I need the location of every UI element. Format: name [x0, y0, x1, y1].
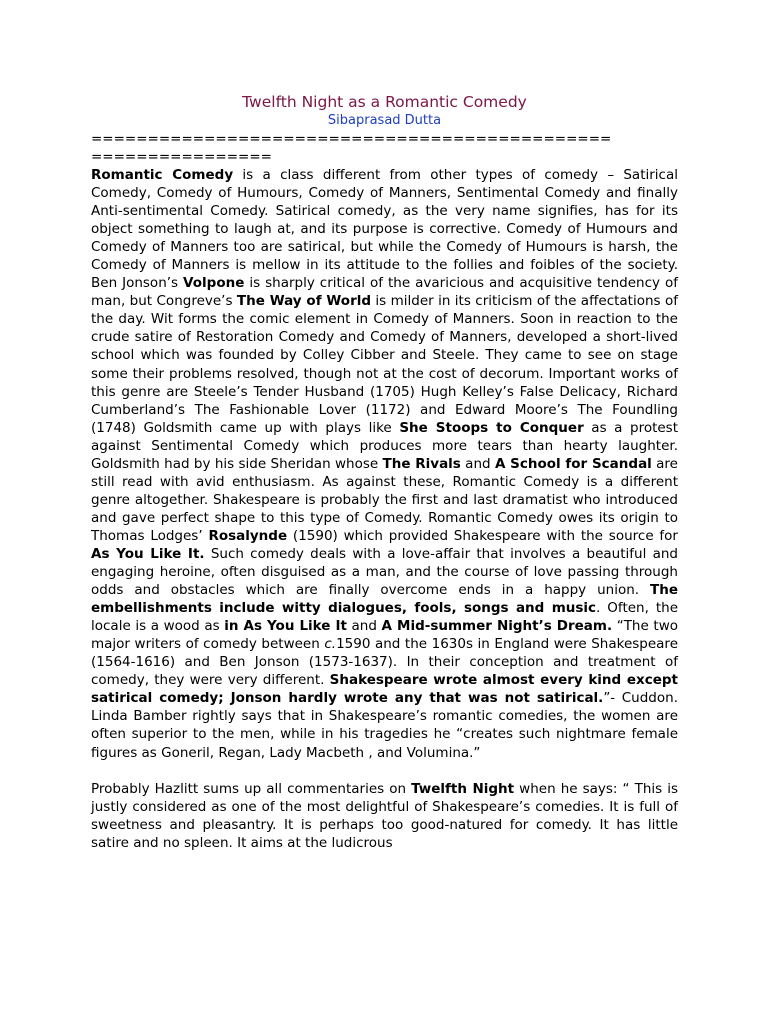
text-run: Such comedy deals with a love-affair that involves a beautiful and engaging heroine, often disguised as a man, and the course of love passing through odds and obstacles which are finally overcome ends in a happy union. [91, 545, 678, 599]
bold-text-run: A Mid-summer Night’s Dream. [381, 618, 613, 635]
text-run: and [460, 455, 495, 472]
body-paragraph [91, 780, 678, 852]
bold-text-run: A School for Scandal [494, 455, 652, 472]
separator-rule: ================ [91, 149, 272, 165]
text-run: Probably Hazlitt sums up all commentaries on [91, 780, 412, 797]
text-run: ”- Cuddon. Linda Bamber rightly says that in Shakespeare’s romantic comedies, the women are often superior to the men, while in his tragedies he “creates such nightmare female figures as Goneril, Regan, Lady Macbeth , and Volumina.” [91, 690, 678, 761]
text-run: and [346, 618, 382, 635]
paragraph-gap [91, 762, 678, 780]
text-run: are still read with avid enthusiasm. As against these, Romantic Comedy is a different genre altogether. Shakespeare is probably the first and last dramatist who introduced and gave perfect shape to this type of Comedy. Romantic Comedy owes its origin to Thomas Lodges’ [91, 455, 678, 544]
document-page [91, 93, 678, 852]
bold-text-run: in As You Like It [224, 618, 347, 635]
separator-rule: ============================================== [91, 131, 612, 147]
body-paragraph [91, 166, 678, 762]
document-title: Twelfth Night as a Romantic Comedy [242, 93, 527, 111]
text-run: “The two major writers of comedy between [91, 618, 678, 653]
bold-text-run: Twelfth Night [411, 780, 515, 797]
text-run: is a class different from other types of comedy – Satirical Comedy, Comedy of Humours, Comedy of Manners, Sentimental Comedy and finally Anti-sentimental Comedy. Satirical comedy, as the very name signifies, has for its object something to laugh at, and its purpose is corrective. Comedy of Humours and Comedy of Manners too are satirical, but while the Comedy of Humours is harsh, the Comedy of Manners is mellow in its attitude to the follies and foibles of the society. Ben Jonson’s [91, 167, 678, 292]
document-author: Sibaprasad Dutta [327, 113, 442, 128]
text-run: (1590) which provided Shakespeare with the source for [287, 527, 678, 544]
text-run: when he says: “ This is justly considered as one of the most delightful of Shakespeare’s comedies. It is full of sweetness and pleasantry. It is perhaps too good-natured for comedy. It has little satire and no spleen. It aims at the ludicrous [91, 780, 679, 851]
italic-text-run: c. [324, 636, 337, 653]
text-run: is sharply critical of the avaricious and acquisitive tendency of man, but Congreve’s [91, 275, 678, 310]
bold-text-run: Rosalynde [208, 527, 288, 544]
text-run: 1590 and the 1630s in England were Shakespeare (1564-1616) and Ben Jonson (1573-1637). In their conception and treatment of comedy, they were very different. [91, 636, 678, 689]
bold-text-run: She Stoops to Conquer [399, 419, 584, 436]
bold-text-run: As You Like It. [91, 545, 205, 562]
text-run: as a protest against Sentimental Comedy which produces more tears than hearty laughter. Goldsmith had by his side Sheridan whose [91, 419, 679, 472]
text-run: . Often, the locale is a wood as [91, 600, 679, 635]
text-run: is milder in its criticism of the affectations of the day. Wit forms the comic element in Comedy of Manners. Soon in reaction to the crude satire of Restoration Comedy and Comedy of Manners, developed a short-lived school which was founded by Colley Cibber and Steele. They came to see on stage some their problems resolved, though not at the cost of decorum. Important works of this genre are Steele’s Tender Husband (1705) Hugh Kelley’s False Delicacy, Richard Cumberland’s The Fashionable Lover (1172) and Edward Moore’s The Foundling (1748) Goldsmith came up with plays like [91, 293, 678, 436]
bold-text-run: The embellishments include witty dialogues, fools, songs and music [91, 582, 678, 617]
bold-text-run: The Rivals [382, 455, 461, 472]
bold-text-run: Shakespeare wrote almost every kind except satirical comedy; Jonson hardly wrote any that was not satirical. [91, 672, 678, 707]
bold-text-run: Volpone [183, 275, 245, 292]
bold-text-run: The Way of World [236, 293, 372, 310]
bold-text-run: Romantic Comedy [91, 167, 234, 183]
